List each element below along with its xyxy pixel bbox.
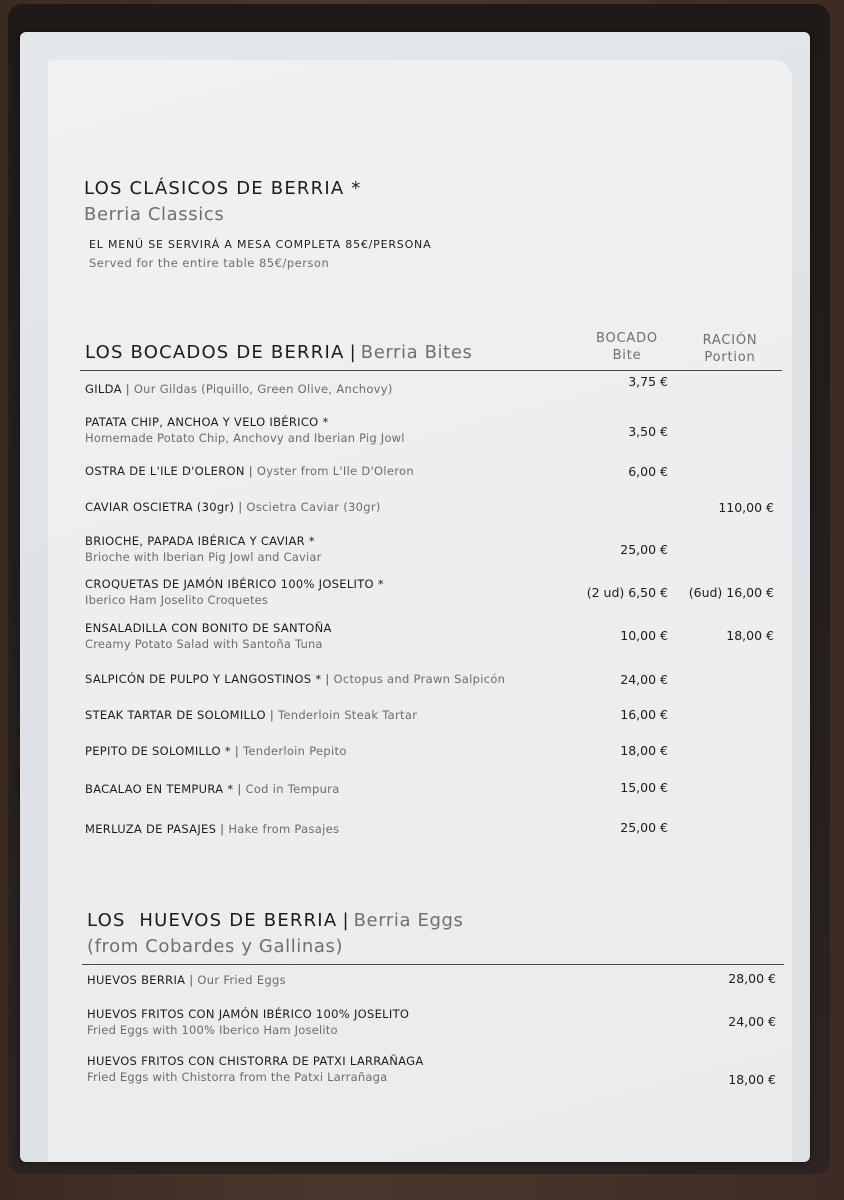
item-separator: |: [233, 782, 246, 796]
menu-item: [85, 708, 417, 722]
bites-title-spanish: LOS BOCADOS DE BERRIA: [85, 342, 345, 363]
item-price-bite: 24,00 €: [620, 672, 668, 687]
eggs-rule: [82, 964, 784, 965]
item-separator: |: [230, 744, 244, 758]
item-price: 28,00 €: [728, 971, 776, 986]
item-name-spanish: PEPITO DE SOLOMILLO *: [85, 744, 231, 758]
item-price-bite: 15,00 €: [620, 780, 668, 795]
item-price-bite: 18,00 €: [620, 743, 668, 758]
item-name-english: Hake from Pasajes: [228, 822, 340, 836]
item-name-english: Oyster from L'Ile D'Oleron: [256, 464, 414, 478]
menu-item: [85, 464, 414, 478]
item-separator: |: [216, 822, 229, 836]
item-description-english: Creamy Potato Salad with Santoña Tuna: [85, 637, 323, 651]
bites-title-english: Berria Bites: [360, 342, 473, 363]
item-price-bite: (2 ud) 6,50 €: [586, 585, 668, 600]
item-title: [85, 382, 393, 396]
title-separator: |: [349, 342, 356, 363]
item-separator: |: [248, 464, 257, 478]
item-name-english: Tenderloin Pepito: [243, 744, 347, 758]
eggs-subtitle: (from Cobardes y Gallinas): [87, 936, 344, 957]
item-price-bite: 16,00 €: [620, 707, 668, 722]
item-price-portion: 18,00 €: [726, 628, 774, 643]
item-name-spanish: PATATA CHIP, ANCHOA Y VELO IBÉRICO *: [85, 415, 329, 429]
column-header-portion-en: Portion: [704, 350, 756, 365]
item-title: [85, 500, 381, 514]
item-price-portion: 110,00 €: [718, 500, 774, 515]
item-name-spanish: HUEVOS FRITOS CON JAMÓN IBÉRICO 100% JOSELITO: [87, 1007, 410, 1021]
menu-item: [87, 1054, 424, 1084]
column-header-bite-es: BOCADO: [596, 331, 658, 346]
item-name-spanish: STEAK TARTAR DE SOLOMILLO: [85, 708, 270, 722]
item-price-bite: 6,00 €: [628, 464, 668, 479]
item-name-spanish: SALPICÓN DE PULPO Y LANGOSTINOS *: [85, 672, 322, 686]
item-price-bite: 25,00 €: [620, 542, 668, 557]
item-description-english: Fried Eggs with 100% Iberico Ham Joselito: [87, 1023, 338, 1037]
item-separator: |: [321, 672, 334, 686]
item-name-spanish: OSTRA DE L'ILE D'OLERON: [85, 464, 249, 478]
item-title: [85, 822, 339, 836]
item-title: [85, 464, 414, 478]
item-description-english: Brioche with Iberian Pig Jowl and Caviar: [85, 550, 322, 564]
item-description-english: Homemade Potato Chip, Anchovy and Iberian Pig Jowl: [85, 431, 405, 445]
item-price: 24,00 €: [728, 1014, 776, 1029]
classics-subtitle: Berria Classics: [84, 204, 225, 225]
item-name-spanish: BRIOCHE, PAPADA IBÉRICA Y CAVIAR *: [85, 534, 315, 548]
item-description-english: Fried Eggs with Chistorra from the Patxi Larrañaga: [87, 1070, 388, 1084]
column-header-bite: [572, 330, 682, 364]
item-name-english: Octopus and Prawn Salpicón: [333, 672, 506, 686]
item-title: [85, 708, 417, 722]
bites-title: [85, 342, 472, 363]
title-separator: |: [342, 910, 349, 931]
item-title: [85, 782, 340, 796]
item-title: [85, 744, 347, 758]
menu-item: [85, 782, 340, 796]
menu-item: [85, 822, 339, 836]
item-price-bite: 3,50 €: [628, 424, 668, 439]
item-name-spanish: CROQUETAS DE JAMÓN IBÉRICO 100% JOSELITO *: [85, 577, 384, 591]
menu-item: [85, 534, 322, 564]
menu-item: [85, 672, 505, 686]
menu-item: [85, 382, 393, 396]
item-title: [85, 672, 505, 686]
item-title: [87, 973, 286, 987]
classics-note-english: Served for the entire table 85€/person: [89, 256, 330, 270]
classics-note: EL MENÚ SE SERVIRÁ A MESA COMPLETA 85€/PERSONA: [89, 238, 432, 251]
item-name-spanish: HUEVOS BERRIA: [87, 973, 186, 987]
classics-title: LOS CLÁSICOS DE BERRIA *: [84, 178, 362, 199]
item-name-spanish: ENSALADILLA CON BONITO DE SANTOÑA: [85, 621, 332, 635]
column-header-bite-en: Bite: [612, 348, 642, 363]
eggs-title: [87, 910, 463, 931]
menu-item: [85, 577, 384, 607]
menu-item: [87, 1007, 409, 1037]
menu-item: [85, 621, 332, 651]
protective-sleeve: [20, 32, 810, 1162]
column-header-portion-es: RACIÓN: [702, 333, 758, 348]
item-separator: |: [121, 382, 134, 396]
item-name-spanish: BACALAO EN TEMPURA *: [85, 782, 234, 796]
item-description-english: Iberico Ham Joselito Croquetes: [85, 593, 269, 607]
item-price: 18,00 €: [728, 1072, 776, 1087]
item-name-english: Tenderloin Steak Tartar: [278, 708, 418, 722]
item-name-spanish: GILDA: [85, 382, 122, 396]
eggs-title-english: Berria Eggs: [353, 910, 464, 931]
item-price-bite: 25,00 €: [620, 820, 668, 835]
menu-item: [85, 744, 347, 758]
eggs-title-spanish: LOS HUEVOS DE BERRIA: [87, 910, 338, 931]
item-price-bite: 3,75 €: [628, 374, 668, 389]
menu-item: [85, 500, 381, 514]
bites-rule: [80, 370, 782, 371]
item-name-spanish: HUEVOS FRITOS CON CHISTORRA DE PATXI LARRAÑAGA: [87, 1054, 424, 1068]
menu-item: [85, 415, 405, 445]
item-price-bite: 10,00 €: [620, 628, 668, 643]
item-separator: |: [185, 973, 198, 987]
menu-item: [87, 973, 286, 987]
column-header-portion: [675, 332, 785, 366]
item-price-portion: (6ud) 16,00 €: [688, 585, 774, 600]
item-name-english: Our Gildas (Piquillo, Green Olive, Anchovy): [133, 382, 393, 396]
menu-page: [48, 60, 792, 1162]
item-name-english: Our Fried Eggs: [197, 973, 286, 987]
item-name-english: Cod in Tempura: [245, 782, 340, 796]
item-separator: |: [238, 500, 247, 514]
item-name-spanish: MERLUZA DE PASAJES: [85, 822, 217, 836]
item-name-english: Oscietra Caviar (30gr): [246, 500, 381, 514]
item-name-spanish: CAVIAR OSCIETRA (30gr): [85, 500, 239, 514]
item-separator: |: [269, 708, 278, 722]
